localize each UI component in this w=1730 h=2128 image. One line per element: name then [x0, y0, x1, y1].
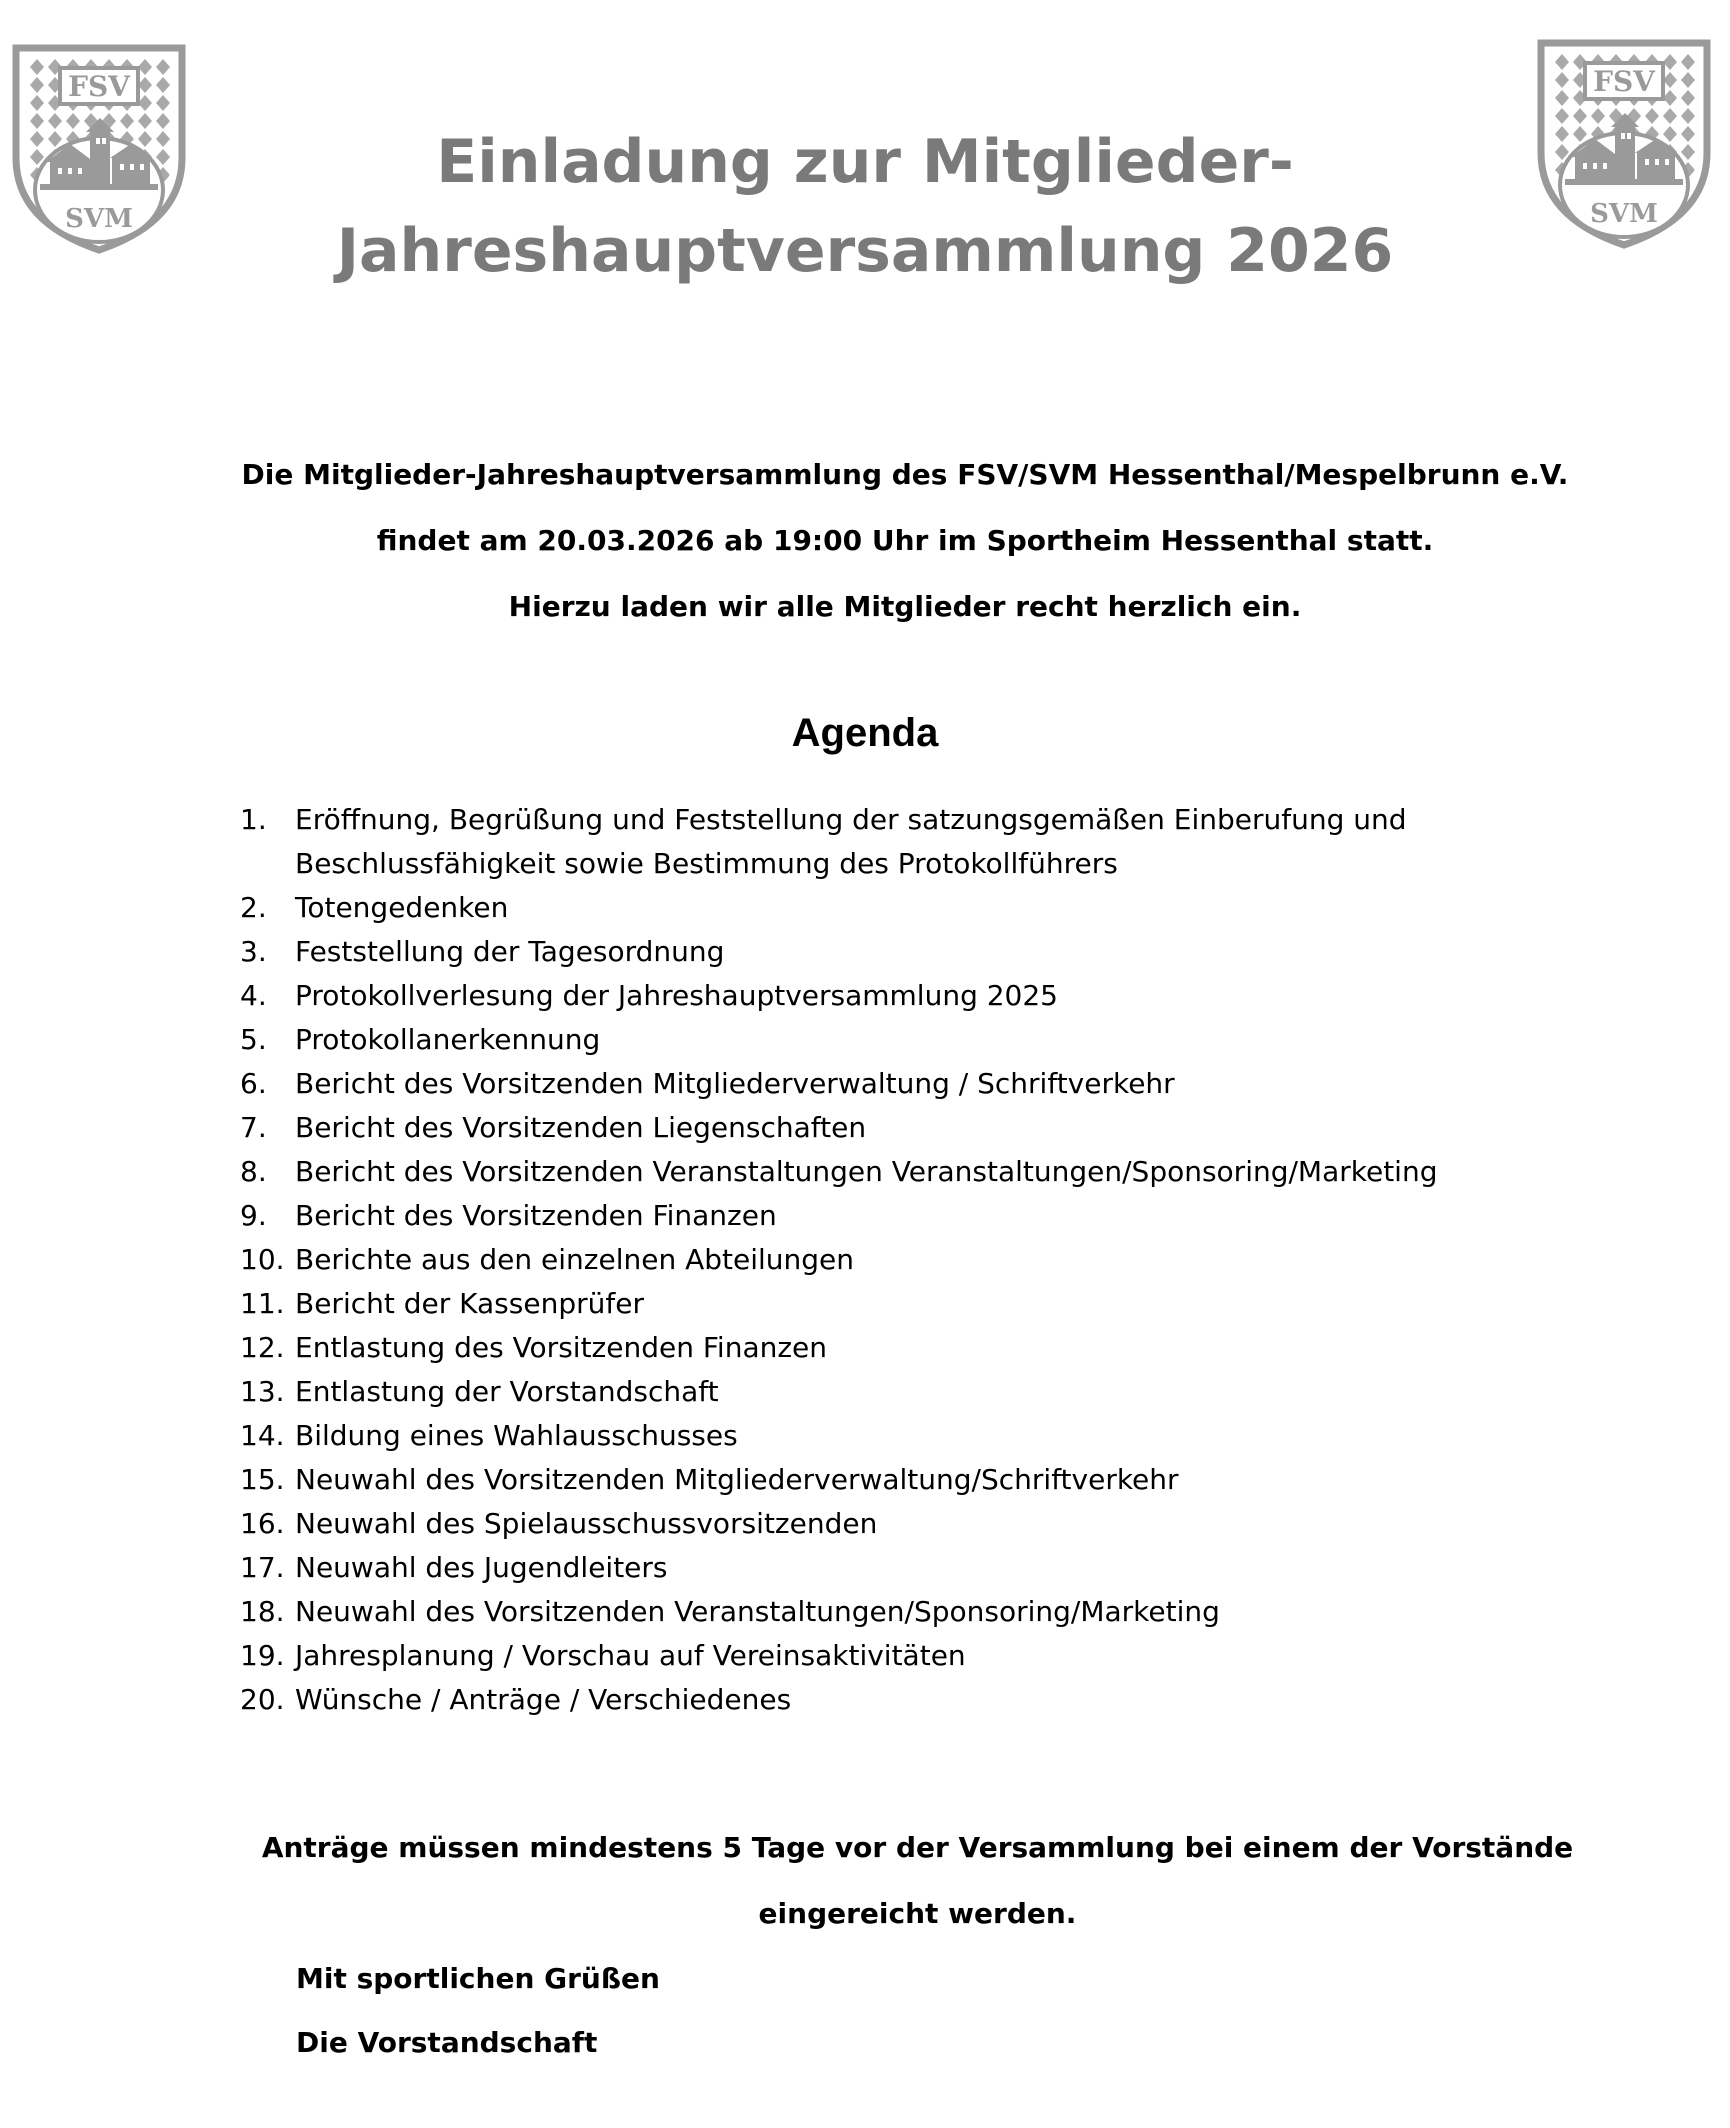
page-title: [0, 118, 1730, 296]
agenda-item: [240, 1194, 1540, 1238]
svg-text:SVM: SVM: [1590, 199, 1658, 229]
agenda-item-number: 14.: [240, 1419, 285, 1452]
agenda-item-text: Bericht des Vorsitzenden Liegenschaften: [295, 1111, 867, 1144]
agenda-item: [240, 1062, 1540, 1106]
agenda-item-number: 10.: [240, 1243, 285, 1276]
agenda-item: [240, 1502, 1540, 1546]
agenda-item: [240, 798, 1540, 886]
svg-text:FSV: FSV: [1593, 65, 1655, 98]
title-line-1: Einladung zur Mitglieder-: [436, 127, 1294, 197]
intro-line-3: Hierzu laden wir alle Mitglieder recht herzlich ein.: [508, 590, 1302, 623]
agenda-item-text: Bericht der Kassenprüfer: [295, 1287, 644, 1320]
agenda-item-number: 11.: [240, 1287, 285, 1320]
agenda-item: [240, 1326, 1540, 1370]
intro-paragraph: [0, 442, 1730, 640]
signature-block: [296, 1947, 660, 2075]
agenda-item-text: Bericht des Vorsitzenden Mitgliederverwaltung / Schriftverkehr: [295, 1067, 1175, 1100]
agenda-item-text: Bericht des Vorsitzenden Finanzen: [295, 1199, 777, 1232]
agenda-item: [240, 1370, 1540, 1414]
agenda-item: [240, 1018, 1540, 1062]
agenda-item: [240, 1150, 1540, 1194]
agenda-item-number: 20.: [240, 1683, 285, 1716]
agenda-item: [240, 1590, 1540, 1634]
agenda-item-text: Berichte aus den einzelnen Abteilungen: [295, 1243, 855, 1276]
agenda-item-text: Neuwahl des Vorsitzenden Mitgliederverwaltung/Schriftverkehr: [295, 1463, 1179, 1496]
agenda-item-number: 13.: [240, 1375, 285, 1408]
signature-signer: Die Vorstandschaft: [296, 2026, 598, 2059]
agenda-item-text: Protokollanerkennung: [295, 1023, 601, 1056]
agenda-item-number: 3.: [240, 935, 267, 968]
agenda-item-text: Entlastung der Vorstandschaft: [295, 1375, 719, 1408]
agenda-item-text: Wünsche / Anträge / Verschiedenes: [295, 1683, 792, 1716]
agenda-item-text: Bericht des Vorsitzenden Veranstaltungen Veranstaltungen/Sponsoring/Marketing: [295, 1155, 1438, 1188]
intro-line-1: Die Mitglieder-Jahreshauptversammlung des FSV/SVM Hessenthal/Mespelbrunn e.V.: [241, 458, 1569, 491]
agenda-item-text: Bildung eines Wahlausschusses: [295, 1419, 738, 1452]
agenda-item-number: 19.: [240, 1639, 285, 1672]
agenda-item: [240, 1678, 1540, 1722]
agenda-item: [240, 1634, 1540, 1678]
intro-line-2: findet am 20.03.2026 ab 19:00 Uhr im Sportheim Hessenthal statt.: [376, 524, 1434, 557]
agenda-item: [240, 886, 1540, 930]
agenda-item-text: Neuwahl des Vorsitzenden Veranstaltungen/Sponsoring/Marketing: [295, 1595, 1220, 1628]
signature-greeting: Mit sportlichen Grüßen: [296, 1962, 660, 1995]
agenda-item-number: 5.: [240, 1023, 267, 1056]
agenda-item: [240, 1414, 1540, 1458]
closing-line-2: eingereicht werden.: [758, 1897, 1077, 1930]
agenda-heading: Agenda: [791, 711, 939, 755]
agenda-item: [240, 1546, 1540, 1590]
closing-note: [0, 1815, 1730, 1947]
agenda-item-number: 15.: [240, 1463, 285, 1496]
agenda-item-number: 6.: [240, 1067, 267, 1100]
agenda-item-text: Entlastung des Vorsitzenden Finanzen: [295, 1331, 828, 1364]
agenda-item-number: 8.: [240, 1155, 267, 1188]
agenda-list: [240, 798, 1540, 1722]
agenda-item-number: 18.: [240, 1595, 285, 1628]
agenda-item-number: 12.: [240, 1331, 285, 1364]
agenda-item-text: Neuwahl des Spielausschussvorsitzenden: [295, 1507, 878, 1540]
agenda-item: [240, 1282, 1540, 1326]
closing-line-1: Anträge müssen mindestens 5 Tage vor der Versammlung bei einem der Vorstände: [261, 1831, 1574, 1864]
agenda-item-number: 17.: [240, 1551, 285, 1584]
agenda-item-text: Totengedenken: [295, 891, 509, 924]
agenda-item-text: Feststellung der Tagesordnung: [295, 935, 725, 968]
agenda-item-number: 2.: [240, 891, 267, 924]
agenda-item-text: Eröffnung, Begrüßung und Feststellung der satzungsgemäßen Einberufung und Beschlussfähigkeit sowie Bestimmung des Protokollführers: [295, 803, 1407, 880]
agenda-item: [240, 1238, 1540, 1282]
agenda-item: [240, 1106, 1540, 1150]
agenda-item-number: 7.: [240, 1111, 267, 1144]
agenda-item-number: 16.: [240, 1507, 285, 1540]
svg-text:FSV: FSV: [68, 70, 130, 103]
agenda-item: [240, 1458, 1540, 1502]
agenda-item-text: Neuwahl des Jugendleiters: [295, 1551, 668, 1584]
agenda-item-number: 1.: [240, 803, 267, 836]
agenda-item-number: 9.: [240, 1199, 267, 1232]
agenda-item-text: Jahresplanung / Vorschau auf Vereinsaktivitäten: [295, 1639, 966, 1672]
title-line-2: Jahreshauptversammlung 2026: [336, 216, 1394, 286]
agenda-item: [240, 930, 1540, 974]
agenda-item-text: Protokollverlesung der Jahreshauptversammlung 2025: [295, 979, 1058, 1012]
agenda-item-number: 4.: [240, 979, 267, 1012]
svg-text:SVM: SVM: [65, 204, 133, 234]
agenda-item: [240, 974, 1540, 1018]
